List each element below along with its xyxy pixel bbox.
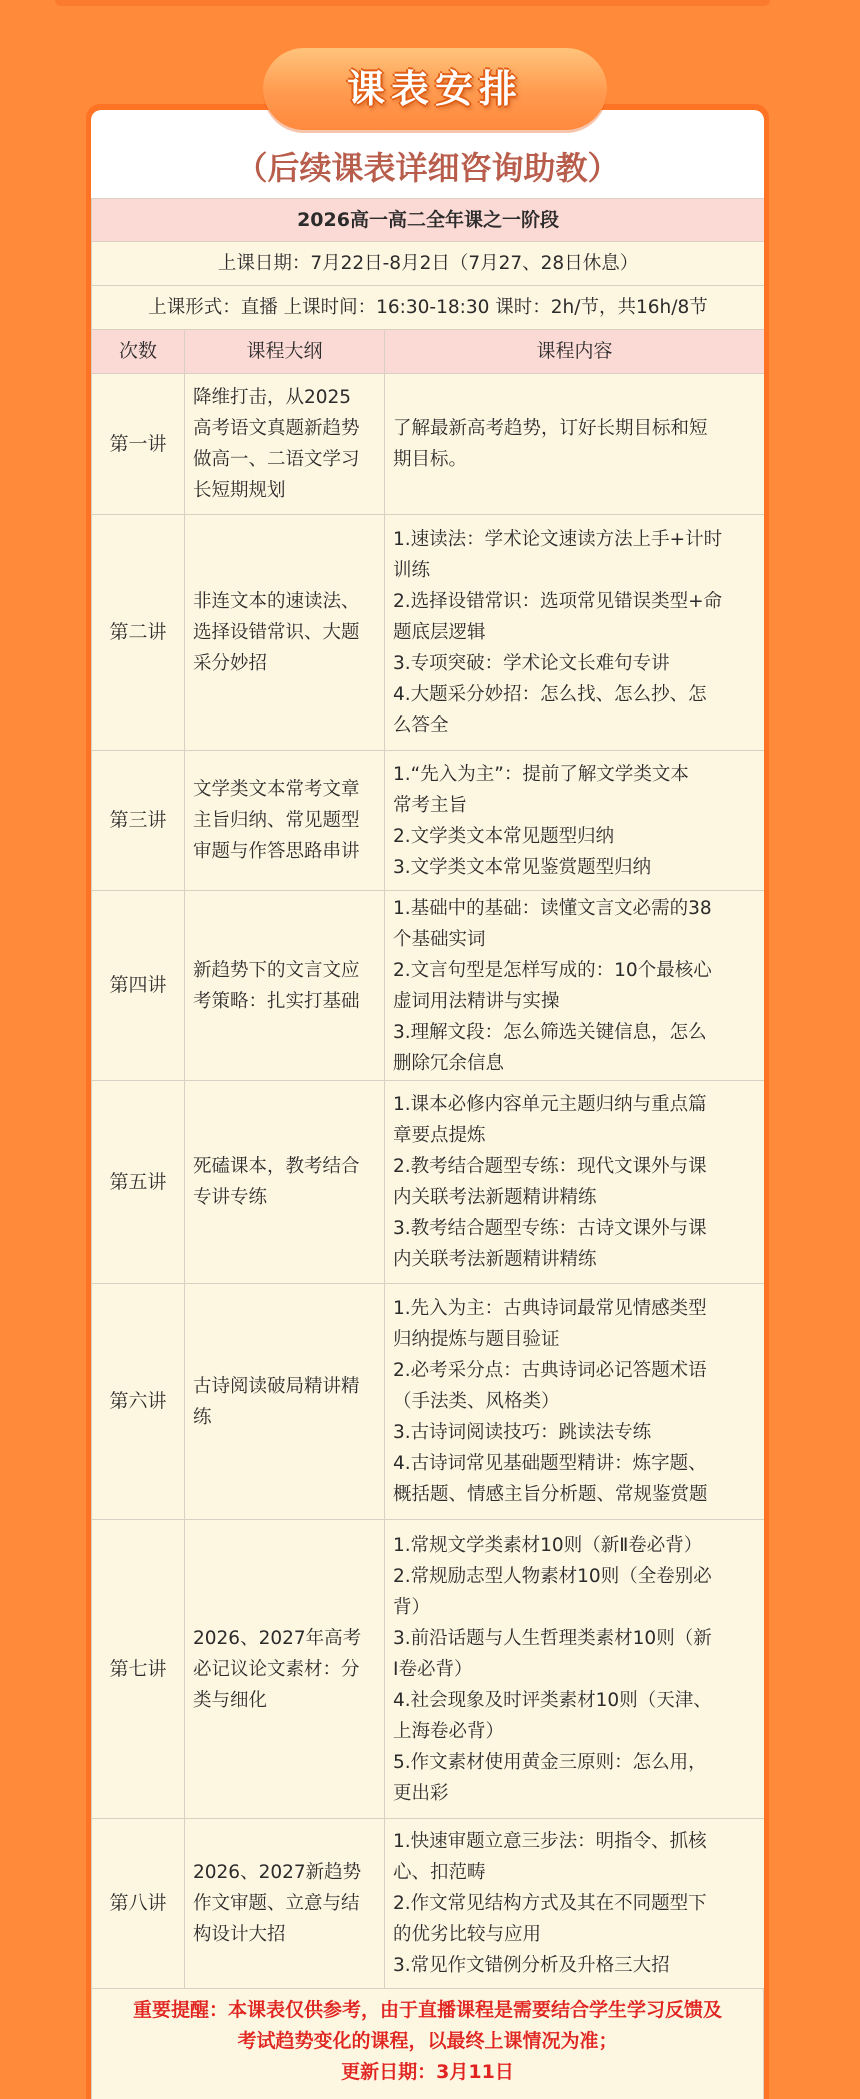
course-content	[385, 1081, 765, 1284]
content-line: 3.理解文段：怎么筛选关键信息，怎么	[393, 1021, 707, 1043]
table-header-row	[92, 330, 765, 374]
content-line: 3.专项突破：学术论文长难句专讲	[393, 653, 670, 674]
lecture-number: 第六讲	[92, 1284, 185, 1520]
notice-line-2: 考试趋势变化的课程，以最终上课情况为准；	[237, 2030, 618, 2052]
outline-line: 考策略：扎实打基础	[193, 990, 360, 1012]
outline-line: 作文审题、立意与结	[193, 1893, 360, 1914]
outline-line: 高考语文真题新趋势	[193, 418, 360, 439]
content-line: 2.选择设错常识：选项常见错误类型+命	[393, 591, 723, 612]
course-content	[385, 1284, 765, 1520]
content-line: 4.古诗词常见基础题型精讲：炼字题、	[393, 1453, 707, 1474]
outline-line: 死磕课本，教考结合	[193, 1156, 360, 1177]
content-line: 归纳提炼与题目验证	[393, 1329, 560, 1350]
outline-line: 专讲专练	[193, 1187, 268, 1208]
content-line: 章要点提炼	[393, 1125, 486, 1146]
content-line: 1.课本必修内容单元主题归纳与重点篇	[393, 1094, 707, 1115]
content-line: （手法类、风格类）	[393, 1391, 560, 1412]
outline-line: 长短期规划	[193, 480, 286, 501]
course-content	[385, 751, 765, 891]
course-outline	[185, 891, 385, 1081]
content-line: 2.教考结合题型专练：现代文课外与课	[393, 1156, 707, 1177]
content-line: 题底层逻辑	[393, 622, 486, 643]
content-line: 2.必考采分点：古典诗词必记答题术语	[393, 1360, 707, 1381]
content-line: 心、扣范畴	[393, 1862, 486, 1883]
content-line: 常考主旨	[393, 794, 468, 816]
class-dates: 上课日期：7月22日-8月2日（7月27、28日休息）	[92, 242, 765, 286]
table-row	[92, 1819, 765, 1989]
table-row	[92, 891, 765, 1081]
course-content	[385, 374, 765, 515]
course-outline	[185, 1520, 385, 1819]
content-line: 更出彩	[393, 1782, 449, 1804]
content-line: 1.先入为主：古典诗词最常见情感类型	[393, 1298, 707, 1319]
outline-line: 古诗阅读破局精讲精	[193, 1375, 360, 1397]
outline-line: 类与细化	[193, 1689, 268, 1711]
column-header-content: 课程内容	[385, 330, 765, 374]
lecture-number: 第一讲	[92, 374, 185, 515]
content-line: 2.常规励志型人物素材10则（全卷别必	[393, 1565, 712, 1587]
dates-row	[92, 242, 765, 286]
content-line: 的优劣比较与应用	[393, 1924, 542, 1945]
content-line: 2.文言句型是怎样写成的：10个最核心	[393, 959, 712, 981]
course-outline	[185, 374, 385, 515]
table-row	[92, 751, 765, 891]
lecture-number: 第二讲	[92, 515, 185, 751]
content-line: 内关联考法新题精讲精练	[393, 1249, 597, 1270]
outline-line: 选择设错常识、大题	[193, 622, 360, 643]
course-outline	[185, 515, 385, 751]
lecture-number: 第五讲	[92, 1081, 185, 1284]
content-line: 1.“先入为主”：提前了解文学类文本	[393, 763, 689, 785]
content-line: 1.速读法：学术论文速读方法上手+计时	[393, 529, 723, 550]
course-content	[385, 891, 765, 1081]
content-line: 1.常规文学类素材10则（新Ⅱ卷必背）	[393, 1534, 703, 1556]
content-line: 3.教考结合题型专练：古诗文课外与课	[393, 1218, 707, 1239]
important-notice	[91, 1989, 764, 2099]
lecture-number: 第七讲	[92, 1520, 185, 1819]
outline-line: 采分妙招	[193, 653, 268, 674]
outline-line: 2026、2027年高考	[193, 1627, 362, 1649]
schedule-table	[91, 198, 764, 1989]
course-outline	[185, 1284, 385, 1520]
lecture-number: 第四讲	[92, 891, 185, 1081]
column-header-outline: 课程大纲	[185, 330, 385, 374]
content-line: 期目标。	[393, 449, 468, 470]
outline-line: 主旨归纳、常见题型	[193, 810, 360, 831]
format-row	[92, 286, 765, 330]
content-line: 3.古诗词阅读技巧：跳读法专练	[393, 1422, 652, 1443]
content-line: 虚词用法精讲与实操	[393, 990, 560, 1012]
table-banner-row	[92, 199, 765, 242]
content-line: 概括题、情感主旨分析题、常规鉴赏题	[393, 1484, 708, 1505]
table-row	[92, 1081, 765, 1284]
outline-line: 非连文本的速读法、	[193, 591, 360, 612]
content-line: 内关联考法新题精讲精练	[393, 1187, 597, 1208]
content-line: 4.社会现象及时评类素材10则（天津、	[393, 1689, 712, 1711]
schedule-card	[86, 104, 769, 2099]
outline-line: 审题与作答思路串讲	[193, 841, 360, 862]
schedule-card-inner	[91, 110, 764, 2099]
content-line: 背）	[393, 1596, 431, 1618]
update-date: 更新日期：3月11日	[341, 2061, 514, 2083]
content-line: 1.快速审题立意三步法：明指令、抓核	[393, 1831, 707, 1852]
table-row	[92, 1520, 765, 1819]
lecture-number: 第八讲	[92, 1819, 185, 1989]
content-line: 2.文学类文本常见题型归纳	[393, 825, 615, 847]
subtitle: （后续课表详细咨询助教）	[235, 149, 620, 187]
content-line: 3.常见作文错例分析及升格三大招	[393, 1955, 670, 1976]
content-line: 个基础实词	[393, 928, 486, 950]
content-line: 3.前沿话题与人生哲理类素材10则（新	[393, 1627, 712, 1649]
outline-line: 构设计大招	[193, 1924, 286, 1945]
lecture-number: 第三讲	[92, 751, 185, 891]
outline-line: 练	[193, 1406, 212, 1428]
content-line: 么答全	[393, 715, 449, 736]
outline-line: 必记议论文素材：分	[193, 1658, 360, 1680]
content-line: 了解最新高考趋势，订好长期目标和短	[393, 418, 708, 439]
table-row	[92, 515, 765, 751]
content-line: 上海卷必背）	[393, 1720, 505, 1742]
outline-line: 降维打击，从2025	[193, 387, 352, 408]
content-line: 1.基础中的基础：读懂文言文必需的38	[393, 897, 712, 919]
outline-line: 2026、2027新趋势	[193, 1862, 362, 1883]
content-line: 3.文学类文本常见鉴赏题型归纳	[393, 856, 652, 878]
content-line: 删除冗余信息	[393, 1052, 505, 1074]
course-outline	[185, 1819, 385, 1989]
column-header-num: 次数	[92, 330, 185, 374]
course-outline	[185, 1081, 385, 1284]
notice-line-1: 重要提醒：本课表仅供参考，由于直播课程是需要结合学生学习反馈及	[132, 1999, 722, 2021]
outline-line: 新趋势下的文言文应	[193, 959, 360, 981]
table-row	[92, 374, 765, 515]
course-outline	[185, 751, 385, 891]
table-banner: 2026高一高二全年课之一阶段	[92, 199, 765, 242]
page-title-badge	[263, 48, 607, 130]
course-content	[385, 515, 765, 751]
outline-line: 文学类文本常考文章	[193, 779, 360, 800]
course-content	[385, 1520, 765, 1819]
content-line: 5.作文素材使用黄金三原则：怎么用，	[393, 1751, 707, 1773]
top-decor-strip	[55, 0, 770, 6]
outline-line: 做高一、二语文学习	[193, 449, 360, 470]
content-line: 训练	[393, 560, 431, 581]
table-row	[92, 1284, 765, 1520]
course-content	[385, 1819, 765, 1989]
content-line: 4.大题采分妙招：怎么找、怎么抄、怎	[393, 684, 707, 705]
class-format: 上课形式：直播 上课时间：16:30-18:30 课时：2h/节，共16h/8节	[92, 286, 765, 330]
content-line: 2.作文常见结构方式及其在不同题型下	[393, 1893, 707, 1914]
page-title: 课表安排	[346, 67, 523, 111]
content-line: Ⅰ卷必背）	[393, 1658, 473, 1680]
